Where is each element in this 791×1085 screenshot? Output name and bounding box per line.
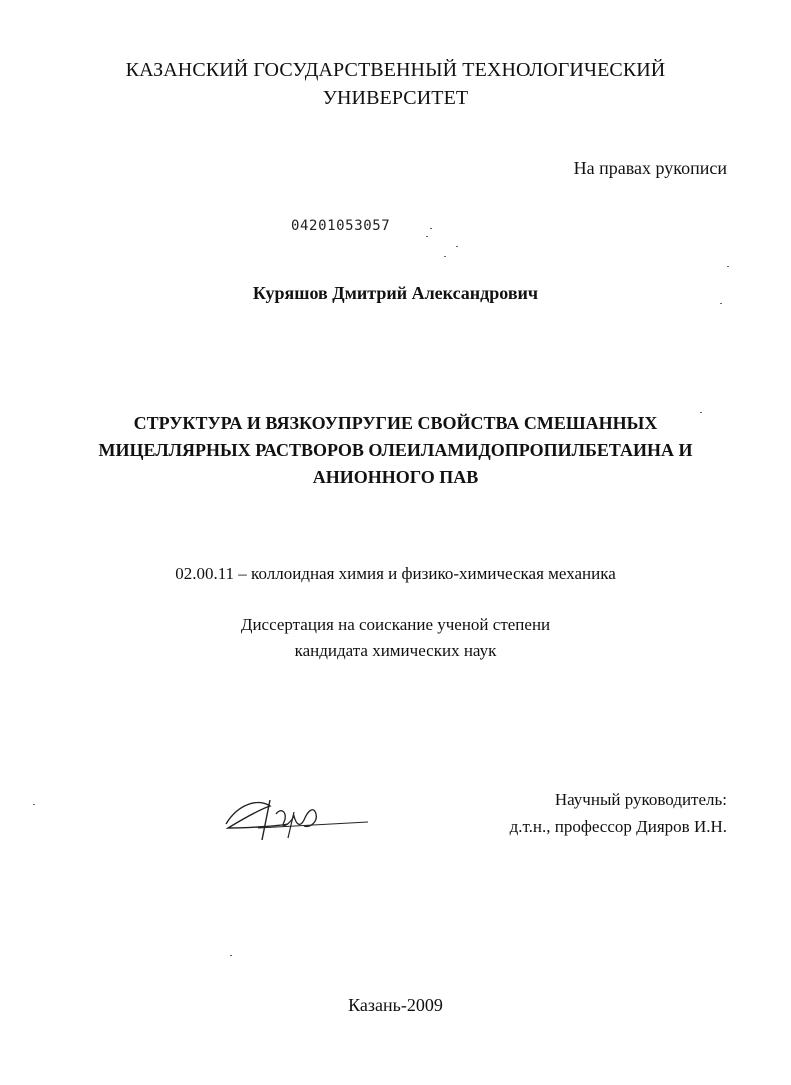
specialty: 02.00.11 – коллоидная химия и физико-химическая механика — [175, 564, 616, 583]
library-code: 04201053057 — [291, 218, 391, 234]
manuscript-rights: На правах рукописи — [573, 158, 727, 178]
university-name-line1: КАЗАНСКИЙ ГОСУДАРСТВЕННЫЙ ТЕХНОЛОГИЧЕСКИЙ — [125, 59, 666, 81]
scan-speck — [700, 412, 702, 413]
scan-speck — [456, 246, 458, 247]
scan-speck — [230, 955, 232, 956]
scan-speck — [444, 256, 446, 257]
supervisor-name: д.т.н., профессор Дияров И.Н. — [509, 817, 727, 836]
scan-speck — [720, 303, 722, 304]
university-name-line2: УНИВЕРСИТЕТ — [322, 87, 469, 109]
supervisor-label: Научный руководитель: — [554, 790, 727, 809]
title-line3: АНИОННОГО ПАВ — [312, 467, 479, 487]
scan-speck — [430, 228, 432, 229]
title-line1: СТРУКТУРА И ВЯЗКОУПРУГИЕ СВОЙСТВА СМЕШАННЫХ — [133, 413, 658, 433]
scan-speck — [426, 236, 428, 237]
signature-icon — [218, 784, 378, 844]
degree-line1: Диссертация на соискание ученой степени — [240, 615, 551, 634]
scan-speck — [33, 804, 35, 805]
title-line2: МИЦЕЛЛЯРНЫХ РАСТВОРОВ ОЛЕИЛАМИДОПРОПИЛБЕТАИНА И — [98, 440, 693, 460]
degree-line2: кандидата химических наук — [294, 641, 497, 660]
scan-speck — [727, 266, 729, 267]
author-name: Куряшов Дмитрий Александрович — [252, 283, 539, 303]
city-year: Казань-2009 — [348, 995, 443, 1015]
